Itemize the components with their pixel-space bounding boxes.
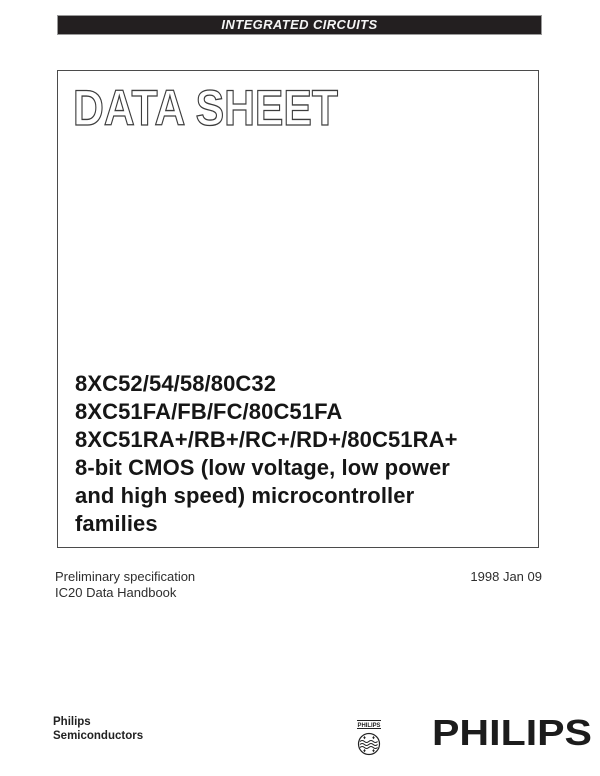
spec-type: Preliminary specification bbox=[55, 569, 196, 584]
title-line-4: 8-bit CMOS (low voltage, low power bbox=[75, 455, 450, 480]
wordmark-text: PHILIPS bbox=[432, 712, 592, 752]
datasheet-outline-heading bbox=[70, 80, 370, 136]
philips-shield-emblem bbox=[355, 719, 383, 757]
title-line-3: 8XC51RA+/RB+/RC+/RD+/80C51RA+ bbox=[75, 427, 458, 452]
datasheet-label: DATA SHEET bbox=[73, 80, 338, 136]
integrated-circuits-banner bbox=[57, 15, 542, 35]
banner-label: INTEGRATED CIRCUITS bbox=[221, 17, 378, 32]
spec-row bbox=[55, 569, 542, 601]
company-line-1: Philips bbox=[53, 716, 91, 728]
spec-handbook: IC20 Data Handbook bbox=[55, 585, 177, 600]
company-name bbox=[53, 715, 143, 743]
shield-banner bbox=[357, 721, 381, 730]
product-title bbox=[75, 370, 495, 538]
title-line-5: and high speed) microcontroller bbox=[75, 483, 415, 508]
title-line-1: 8XC52/54/58/80C32 bbox=[75, 371, 277, 396]
company-line-2: Semiconductors bbox=[53, 730, 144, 742]
title-line-2: 8XC51FA/FB/FC/80C51FA bbox=[75, 399, 343, 424]
spec-date: 1998 Jan 09 bbox=[470, 569, 542, 584]
shield-circle-icon bbox=[359, 734, 380, 755]
emblem-label: PHILIPS bbox=[357, 722, 382, 729]
title-line-6: families bbox=[75, 511, 158, 536]
philips-wordmark bbox=[429, 712, 597, 752]
